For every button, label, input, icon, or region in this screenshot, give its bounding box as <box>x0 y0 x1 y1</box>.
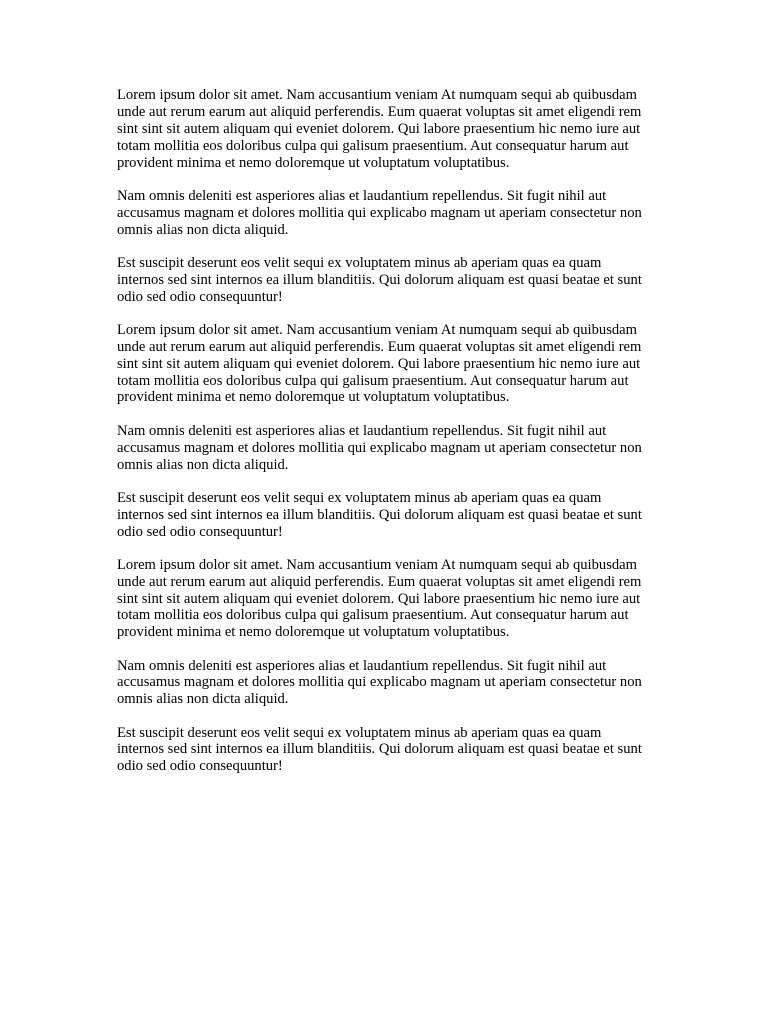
body-paragraph: Lorem ipsum dolor sit amet. Nam accusantium veniam At numquam sequi ab quibusdam unde aut rerum earum aut aliquid perferendis. Eum quaerat voluptas sit amet eligendi rem sint sint sit autem aliquam qui eveniet dolorem. Qui labore praesentium hic nemo iure aut totam mollitia eos doloribus culpa qui galisum praesentium. Aut consequatur harum aut provident minima et nemo doloremque ut voluptatum voluptatibus. <box>117 556 642 641</box>
document-page <box>117 87 651 792</box>
body-paragraph: Lorem ipsum dolor sit amet. Nam accusantium veniam At numquam sequi ab quibusdam unde aut rerum earum aut aliquid perferendis. Eum quaerat voluptas sit amet eligendi rem sint sint sit autem aliquam qui eveniet dolorem. Qui labore praesentium hic nemo iure aut totam mollitia eos doloribus culpa qui galisum praesentium. Aut consequatur harum aut provident minima et nemo doloremque ut voluptatum voluptatibus. <box>117 321 642 406</box>
body-paragraph: Est suscipit deserunt eos velit sequi ex voluptatem minus ab aperiam quas ea quam internos sed sint internos ea illum blanditiis. Qui dolorum aliquam est quasi beatae et sunt odio sed odio consequuntur! <box>117 489 642 540</box>
body-paragraph: Nam omnis deleniti est asperiores alias et laudantium repellendus. Sit fugit nihil aut accusamus magnam et dolores mollitia qui explicabo magnam ut aperiam consectetur non omnis alias non dicta aliquid. <box>117 187 642 238</box>
body-paragraph: Nam omnis deleniti est asperiores alias et laudantium repellendus. Sit fugit nihil aut accusamus magnam et dolores mollitia qui explicabo magnam ut aperiam consectetur non omnis alias non dicta aliquid. <box>117 657 642 708</box>
body-paragraph: Lorem ipsum dolor sit amet. Nam accusantium veniam At numquam sequi ab quibusdam unde aut rerum earum aut aliquid perferendis. Eum quaerat voluptas sit amet eligendi rem sint sint sit autem aliquam qui eveniet dolorem. Qui labore praesentium hic nemo iure aut totam mollitia eos doloribus culpa qui galisum praesentium. Aut consequatur harum aut provident minima et nemo doloremque ut voluptatum voluptatibus. <box>117 87 642 171</box>
body-paragraph: Est suscipit deserunt eos velit sequi ex voluptatem minus ab aperiam quas ea quam internos sed sint internos ea illum blanditiis. Qui dolorum aliquam est quasi beatae et sunt odio sed odio consequuntur! <box>117 254 642 305</box>
body-paragraph: Nam omnis deleniti est asperiores alias et laudantium repellendus. Sit fugit nihil aut accusamus magnam et dolores mollitia qui explicabo magnam ut aperiam consectetur non omnis alias non dicta aliquid. <box>117 422 642 473</box>
body-paragraph: Est suscipit deserunt eos velit sequi ex voluptatem minus ab aperiam quas ea quam internos sed sint internos ea illum blanditiis. Qui dolorum aliquam est quasi beatae et sunt odio sed odio consequuntur! <box>117 724 642 775</box>
